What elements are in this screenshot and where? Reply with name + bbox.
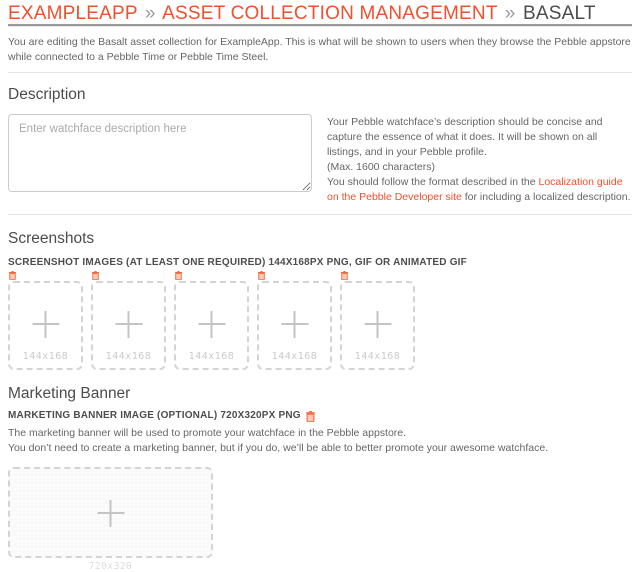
help-line-3-post: for including a localized description. xyxy=(461,191,631,203)
screenshot-slot-2 xyxy=(91,271,166,370)
screenshots-label: SCREENSHOT IMAGES (AT LEAST ONE REQUIRED) 144X168PX PNG, GIF OR ANIMATED GIF xyxy=(8,257,467,268)
plus-icon xyxy=(198,311,225,338)
delete-screenshot-button[interactable] xyxy=(9,271,16,280)
description-textarea[interactable] xyxy=(8,114,312,192)
delete-screenshot-button[interactable] xyxy=(258,271,265,280)
plus-icon xyxy=(281,311,308,338)
section-divider xyxy=(8,72,632,73)
screenshot-slots-row xyxy=(8,271,632,370)
marketing-banner-heading: Marketing Banner xyxy=(8,385,131,402)
help-max-chars: (Max. 1600 characters) xyxy=(327,161,435,173)
delete-screenshot-button[interactable] xyxy=(341,271,348,280)
plus-icon xyxy=(364,311,391,338)
description-row xyxy=(8,114,632,205)
banner-help xyxy=(8,426,632,455)
trash-icon xyxy=(258,271,265,280)
breadcrumb-current: BASALT xyxy=(523,3,596,24)
banner-upload-slot[interactable] xyxy=(8,467,213,558)
trash-icon xyxy=(9,271,16,280)
trash-icon xyxy=(341,271,348,280)
marketing-banner-label-row xyxy=(8,410,632,422)
description-help xyxy=(327,114,632,205)
trash-icon xyxy=(306,411,315,422)
slot-size-label: 144x168 xyxy=(22,351,69,362)
slot-size-label: 144x168 xyxy=(271,351,318,362)
screenshot-upload-slot[interactable] xyxy=(91,281,166,370)
slot-size-label: 144x168 xyxy=(188,351,235,362)
slot-size-label: 144x168 xyxy=(105,351,152,362)
screenshot-upload-slot[interactable] xyxy=(257,281,332,370)
breadcrumb-section-link[interactable]: ASSET COLLECTION MANAGEMENT xyxy=(162,3,498,24)
banner-size-label: 720x320 xyxy=(88,561,133,572)
help-line-3 xyxy=(327,175,632,205)
intro-text: You are editing the Basalt asset collection for ExampleApp. This is what will be shown to users when they browse the Pebble appstore while connected to a Pebble Time or Pebble Time Steel. xyxy=(8,36,631,63)
localization-guide-link[interactable]: Localization guide on the Pebble Developer site xyxy=(327,176,623,203)
banner-help-line-1: The marketing banner will be used to promote your watchface in the Pebble appstore. xyxy=(8,427,407,439)
breadcrumb xyxy=(8,3,632,24)
trash-icon xyxy=(92,271,99,280)
description-heading: Description xyxy=(8,86,86,103)
plus-icon xyxy=(115,311,142,338)
delete-screenshot-button[interactable] xyxy=(92,271,99,280)
title-rule xyxy=(8,24,632,26)
slot-size-label: 144x168 xyxy=(354,351,401,362)
delete-screenshot-button[interactable] xyxy=(175,271,182,280)
screenshots-heading: Screenshots xyxy=(8,230,95,247)
banner-help-line-2: You don’t need to create a marketing banner, but if you do, we’ll be able to better promote your awesome watchface. xyxy=(8,441,549,454)
breadcrumb-app-link[interactable]: EXAMPLEAPP xyxy=(8,3,138,24)
screenshot-upload-slot[interactable] xyxy=(174,281,249,370)
breadcrumb-separator: » xyxy=(144,3,156,24)
help-line-3-pre: You should follow the format described in the xyxy=(327,176,539,188)
screenshot-slot-3 xyxy=(174,271,249,370)
screenshot-slot-1 xyxy=(8,271,83,370)
page xyxy=(0,3,640,572)
plus-icon xyxy=(97,500,124,527)
screenshot-upload-slot[interactable] xyxy=(340,281,415,370)
screenshot-upload-slot[interactable] xyxy=(8,281,83,370)
screenshot-slot-5 xyxy=(340,271,415,370)
section-divider xyxy=(8,214,632,215)
delete-banner-button[interactable] xyxy=(306,411,315,422)
trash-icon xyxy=(175,271,182,280)
marketing-banner-label: MARKETING BANNER IMAGE (OPTIONAL) 720X320PX PNG xyxy=(8,410,301,421)
plus-icon xyxy=(32,311,59,338)
screenshot-slot-4 xyxy=(257,271,332,370)
breadcrumb-separator: » xyxy=(504,3,516,24)
help-line-1: Your Pebble watchface’s description should be concise and capture the essence of what it does. It will be shown on all listings, and in your Pebble profile. xyxy=(327,116,603,158)
